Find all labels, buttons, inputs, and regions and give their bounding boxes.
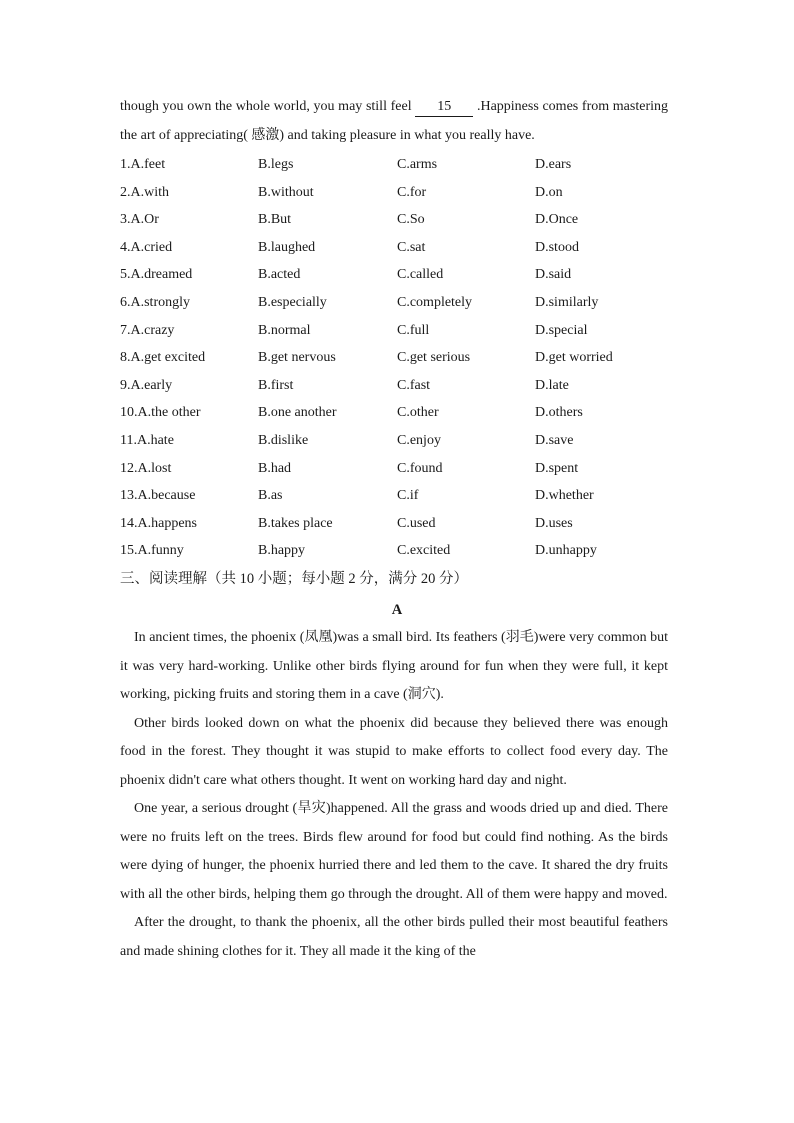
option-11-A: 11.A.hate (120, 432, 174, 448)
option-row-5 (120, 261, 680, 289)
option-3-C: C.So (397, 212, 425, 228)
intro-text-before-blank: though you own the whole world, you may still feel (120, 99, 412, 114)
passage-paragraph-1: In ancient times, the phoenix (凤凰)was a small bird. Its feathers (羽毛)were very common but it was very hard-working. Unlike other birds flying around for fun when they were full, it kept working, picking fruits and storing them in a cave (洞穴). (120, 630, 668, 702)
option-7-A: 7.A.crazy (120, 322, 175, 338)
option-row-13 (120, 482, 680, 510)
option-4-C: C.sat (397, 239, 426, 255)
option-row-8 (120, 344, 680, 372)
answer-options-list (120, 151, 680, 565)
option-13-D: D.whether (535, 488, 594, 504)
option-1-C: C.arms (397, 157, 438, 172)
option-14-B: B.takes place (258, 515, 333, 531)
passage-paragraph-2: Other birds looked down on what the phoenix did because they believed there was enough food in the forest. They thought it was stupid to make efforts to collect food every day. The phoenix didn't care what others thought. It went on working hard day and night. (120, 715, 668, 788)
option-10-D: D.others (535, 405, 583, 421)
option-row-6 (120, 289, 680, 317)
option-6-A: 6.A.strongly (120, 294, 190, 310)
option-5-A: 5.A.dreamed (120, 267, 193, 283)
option-9-C: C.fast (397, 377, 431, 393)
option-9-A: 9.A.early (120, 377, 173, 393)
option-13-C: C.if (397, 488, 419, 504)
option-7-D: D.special (535, 322, 588, 338)
option-6-B: B.especially (258, 294, 327, 310)
option-4-A: 4.A.cried (120, 239, 173, 255)
section-heading: 三、阅读理解（共 10 小题；每小题 2 分，满分 20 分） (120, 571, 468, 587)
option-14-C: C.used (397, 515, 436, 531)
option-9-D: D.late (535, 377, 569, 393)
option-7-C: C.full (397, 322, 430, 338)
option-14-D: D.uses (535, 515, 573, 531)
option-5-D: D.said (535, 267, 572, 283)
option-13-B: B.as (258, 488, 283, 504)
option-5-B: B.acted (258, 267, 301, 283)
option-6-D: D.similarly (535, 294, 599, 310)
option-row-7 (120, 317, 680, 345)
option-8-A: 8.A.get excited (120, 350, 206, 366)
option-15-C: C.excited (397, 543, 451, 559)
option-11-B: B.dislike (258, 432, 309, 448)
option-3-A: 3.A.Or (120, 212, 159, 228)
passage-label: A (391, 602, 403, 618)
option-9-B: B.first (258, 377, 294, 393)
option-10-C: C.other (397, 405, 439, 421)
option-row-4 (120, 234, 680, 262)
option-10-A: 10.A.the other (120, 405, 201, 421)
option-5-C: C.called (397, 267, 444, 283)
option-row-15 (120, 537, 680, 565)
option-13-A: 13.A.because (120, 488, 196, 504)
option-row-3 (120, 206, 680, 234)
option-2-C: C.for (397, 184, 427, 200)
option-8-C: C.get serious (397, 350, 471, 366)
option-14-A: 14.A.happens (120, 515, 197, 531)
option-8-B: B.get nervous (258, 350, 336, 366)
option-4-B: B.laughed (258, 239, 316, 255)
passage-a (120, 624, 668, 966)
option-row-2 (120, 179, 680, 207)
option-12-A: 12.A.lost (120, 460, 172, 476)
passage-paragraph-3: One year, a serious drought (旱灾)happened. All the grass and woods dried up and died. There were no fruits left on the trees. Birds flew around for food but could find nothing. As the birds were dying of hunger, the phoenix hurried there and led them to the cave. It shared the dry fruits with all the other birds, helping them go through the drought. All of them were happy and moved. (120, 801, 668, 902)
option-15-A: 15.A.funny (120, 543, 184, 559)
option-row-12 (120, 455, 680, 483)
option-row-10 (120, 399, 680, 427)
blank-15: 15 (415, 98, 473, 117)
option-12-B: B.had (258, 460, 292, 476)
option-11-D: D.save (535, 432, 574, 448)
option-row-9 (120, 372, 680, 400)
option-8-D: D.get worried (535, 350, 613, 366)
option-10-B: B.one another (258, 405, 337, 421)
option-2-B: B.without (258, 184, 314, 200)
option-row-1 (120, 151, 680, 179)
option-12-C: C.found (397, 460, 443, 476)
option-2-A: 2.A.with (120, 184, 169, 200)
option-12-D: D.spent (535, 460, 579, 476)
option-15-D: D.unhappy (535, 543, 597, 559)
intro-text-after-blank: .Happiness comes from mastering the art of appreciating( 感激) and taking pleasure in what you really have. (120, 99, 668, 143)
option-15-B: B.happy (258, 543, 306, 559)
option-row-11 (120, 427, 680, 455)
option-row-14 (120, 510, 680, 538)
option-1-B: B.legs (258, 157, 294, 172)
passage-paragraph-4: After the drought, to thank the phoenix, all the other birds pulled their most beautiful feathers and made shining clothes for it. They all made it the king of the (120, 915, 668, 959)
option-7-B: B.normal (258, 322, 311, 338)
option-4-D: D.stood (535, 239, 579, 255)
option-11-C: C.enjoy (397, 432, 441, 448)
option-1-D: D.ears (535, 157, 572, 172)
option-3-B: B.But (258, 212, 292, 228)
intro-paragraph (120, 92, 668, 150)
option-3-D: D.Once (535, 212, 579, 228)
option-2-D: D.on (535, 184, 563, 200)
option-6-C: C.completely (397, 294, 473, 310)
option-1-A: 1.A.feet (120, 157, 166, 172)
